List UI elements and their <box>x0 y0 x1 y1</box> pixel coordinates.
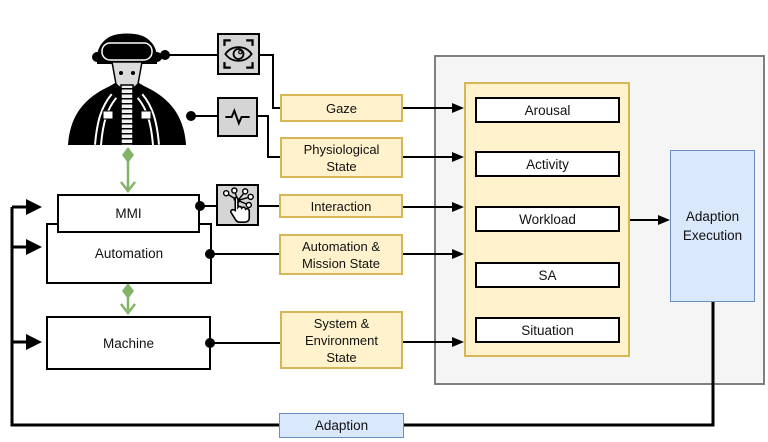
machine-label: Machine <box>102 335 155 351</box>
automation-label: Automation <box>94 246 164 261</box>
system-environment-state-label: System & Environment State <box>305 315 378 365</box>
situation-label: Situation <box>521 322 574 338</box>
adaption-label: Adaption <box>314 418 369 433</box>
automation-mission-state-label: Automation & Mission State <box>301 238 381 271</box>
sa-label: SA <box>538 267 557 283</box>
interaction-label: Interaction <box>310 198 372 214</box>
arousal-label: Arousal <box>524 102 571 118</box>
adaption-execution-label: Adaption Execution <box>682 209 743 243</box>
physiological-state-label: Physiological State <box>303 141 380 174</box>
activity-label: Activity <box>526 156 569 172</box>
workload-label: Workload <box>519 211 576 227</box>
mmi-label: MMI <box>115 206 142 221</box>
gaze-label: Gaze <box>325 100 358 116</box>
